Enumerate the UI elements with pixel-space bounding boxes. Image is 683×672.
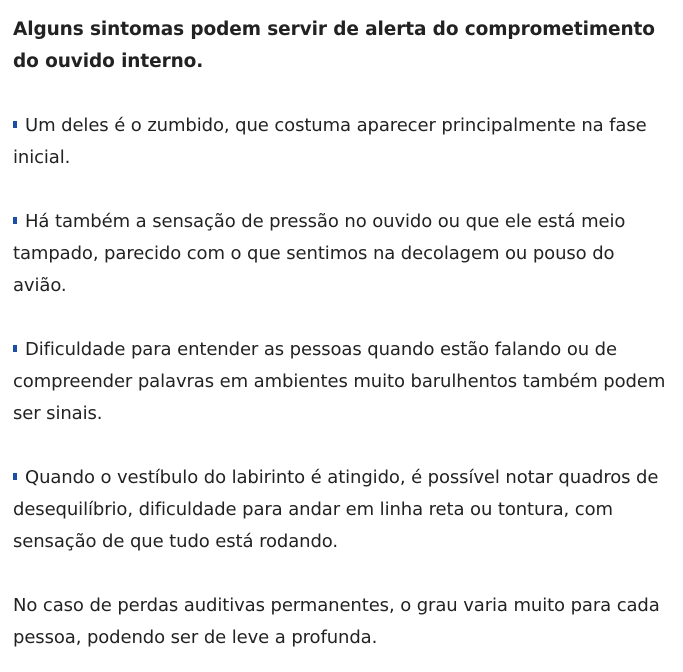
bullet-text: Um deles é o zumbido, que costuma aparecer principalmente na fase inicial.: [13, 115, 647, 168]
bullet-marker: [13, 217, 17, 224]
bullet-text: Quando o vestíbulo do labirinto é atingido, é possível notar quadros de desequilíbrio, dificuldade para andar em linha reta ou tontura, com sensação de que tudo está rodando.: [13, 467, 659, 552]
bullet-item-3: [13, 334, 669, 430]
bullet-marker: [13, 121, 17, 128]
bullet-marker: [13, 473, 17, 480]
bullet-item-4: [13, 462, 669, 558]
bullet-item-1: [13, 110, 669, 174]
closing-paragraph: No caso de perdas auditivas permanentes, o grau varia muito para cada pessoa, podendo ser de leve a profunda.: [13, 595, 660, 648]
bullet-item-2: [13, 206, 669, 302]
bullet-marker: [13, 345, 17, 352]
bullet-text: Há também a sensação de pressão no ouvido ou que ele está meio tampado, parecido com o que sentimos na decolagem ou pouso do avião.: [13, 211, 626, 296]
bullet-text: Dificuldade para entender as pessoas quando estão falando ou de compreender palavras em ambientes muito barulhentos também podem ser sinais.: [13, 339, 666, 424]
lead-paragraph: Alguns sintomas podem servir de alerta do comprometimento do ouvido interno.: [13, 19, 655, 72]
